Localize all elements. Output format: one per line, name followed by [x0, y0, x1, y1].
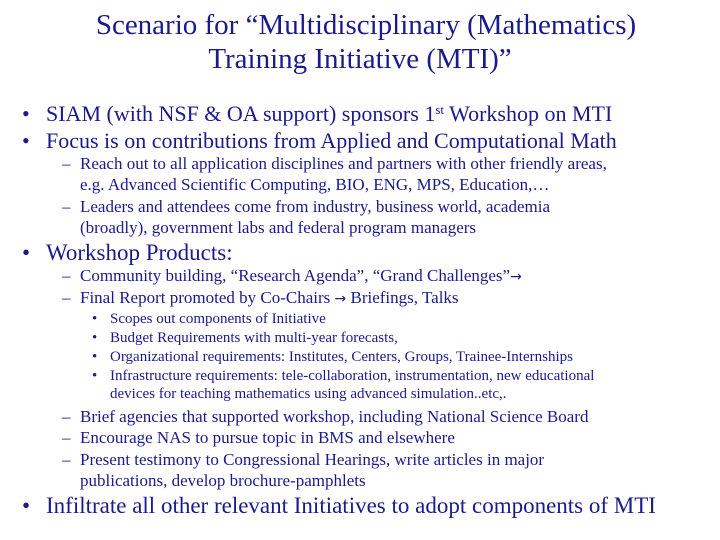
sub-item-text: Encourage NAS to pursue topic in BMS and elsewhere: [80, 428, 455, 447]
sub-item-text: e.g. Advanced Scientific Computing, BIO, ENG, MPS, Education,…: [80, 175, 550, 194]
slide-title: [0, 8, 720, 76]
bullet-text: Workshop Products:: [46, 240, 233, 265]
dash-icon: –: [62, 450, 71, 469]
bullet-dot-icon: •: [92, 349, 98, 365]
bullet-text: Focus is on contributions from Applied and Computational Math: [46, 128, 617, 153]
bullet-dot-icon: •: [92, 311, 98, 327]
dash-icon: –: [62, 154, 71, 173]
sub-item-text: (broadly), government labs and federal program managers: [80, 218, 477, 237]
sub-sub-item-text: Organizational requirements: Institutes, Centers, Groups, Trainee-Internships: [110, 349, 573, 365]
title-line-2: Training Initiative (MTI)”: [208, 43, 512, 75]
title-line-1: Scenario for “Multidisciplinary (Mathematics): [95, 9, 637, 41]
ordinal-suffix: st: [435, 102, 444, 117]
bullet-text: SIAM (with NSF & OA support) sponsors 1st Workshop on MTI: [46, 101, 613, 126]
bullet-dot-icon: •: [92, 368, 98, 384]
bullet-dot-icon: •: [92, 330, 98, 346]
sub-item-text: publications, develop brochure-pamphlets: [80, 471, 366, 490]
bullet-dot-icon: •: [22, 240, 31, 265]
sub-item-text: Brief agencies that supported workshop, including National Science Board: [80, 407, 589, 426]
sub-item-text: Final Report promoted by Co-Chairs → Briefings, Talks: [80, 288, 459, 307]
sub-sub-item-text: Budget Requirements with multi-year forecasts,: [110, 330, 398, 346]
sub-item-text: Present testimony to Congressional Hearings, write articles in major: [80, 450, 545, 469]
sub-item-text: Leaders and attendees come from industry, business world, academia: [80, 197, 551, 216]
bullet-text: Infiltrate all other relevant Initiatives to adopt components of MTI: [46, 493, 656, 518]
dash-icon: –: [62, 288, 71, 307]
dash-icon: –: [62, 428, 71, 447]
arrow-right-icon: →: [510, 269, 522, 285]
arrow-right-icon: →: [334, 291, 347, 307]
dash-icon: –: [62, 266, 71, 285]
sub-item-text: Reach out to all application disciplines and partners with other friendly areas,: [80, 154, 607, 173]
dash-icon: –: [62, 407, 71, 426]
bullet-dot-icon: •: [22, 101, 30, 126]
sub-sub-item-text: Infrastructure requirements: tele-collaboration, instrumentation, new educational: [110, 368, 595, 384]
bullet-dot-icon: •: [22, 493, 31, 518]
sub-item-text: Community building, “Research Agenda”, “Grand Challenges”→: [80, 266, 522, 285]
bullet-dot-icon: •: [22, 128, 30, 153]
sub-sub-item-text: Scopes out components of Initiative: [110, 311, 326, 327]
dash-icon: –: [62, 197, 71, 216]
sub-sub-item-text: devices for teaching mathematics using advanced simulation..etc,.: [110, 386, 507, 402]
